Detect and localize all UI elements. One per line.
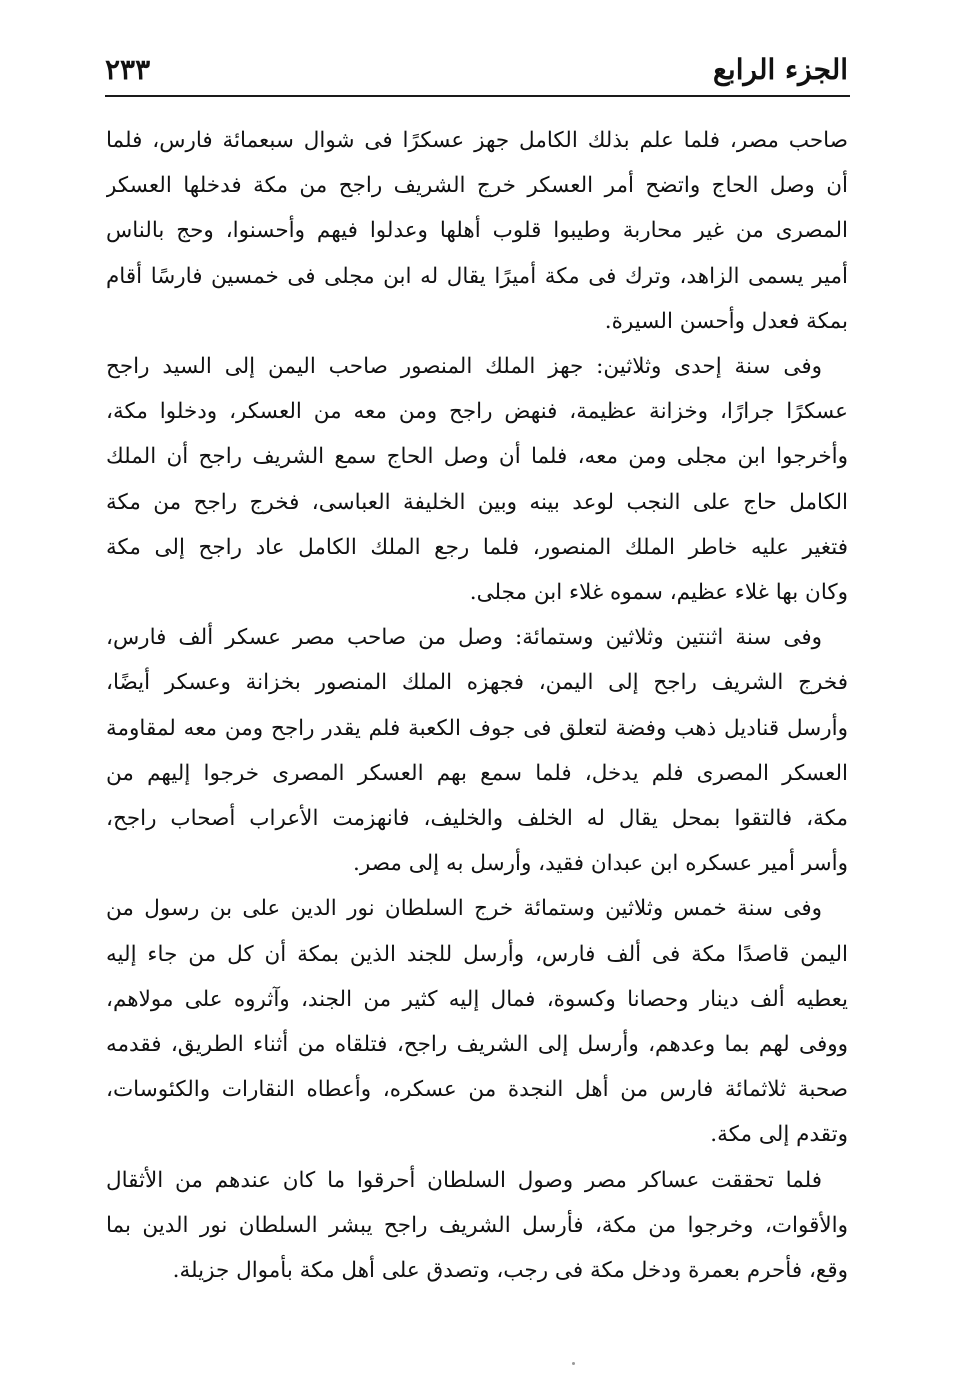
text-line: وفى سنة خمس وثلاثين وستمائة خرج السلطان نور الدين على بن رسول من bbox=[106, 896, 822, 922]
text-line: وقع، فأحرم بعمرة ودخل مكة فى رجب، وتصدق على أهل مكة بأموال جزيلة. bbox=[172, 1258, 848, 1284]
text-line: وكان بها غلاء عظيم، سموه غلاء ابن مجلى. bbox=[469, 580, 848, 606]
text-line: اليمن قاصدًا مكة فى ألف فارس، وأرسل للجند الذين بمكة أن كل من جاء إليه bbox=[106, 941, 848, 967]
text-line: مكة، فالتقوا بمحل يقال له الخلف والخليف، فانهزمت الأعراب أصحاب راجح، bbox=[106, 806, 848, 832]
text-line: عسكرًا جرارًا، وخزانة عظيمة، فنهض راجح ومن معه من العسكر، ودخلوا مكة، bbox=[106, 399, 848, 425]
paragraph bbox=[106, 615, 848, 886]
paragraph bbox=[106, 886, 848, 1157]
page-number: ٢٣٣ bbox=[105, 53, 151, 86]
text-line: بمكة فعدل وأحسن السيرة. bbox=[604, 308, 848, 334]
text-line: وفى سنة اثنتين وثلاثين وستمائة: وصل من صاحب مصر عسكر ألف فارس، bbox=[106, 625, 822, 651]
text-line: فخرج الشريف راجح إلى اليمن، فجهزه الملك المنصور بخزانة وعسكر أيضًا، bbox=[106, 670, 848, 696]
text-line: وتقدم إلى مكة. bbox=[710, 1122, 848, 1148]
scan-speck bbox=[572, 1362, 575, 1365]
text-line: صحبة ثلاثمائة فارس من أهل النجدة من عسكره، وأعطاه النقارات والكئوسات، bbox=[106, 1077, 848, 1103]
text-line: وأخرجوا ابن مجلى ومن معه، فلما أن وصل الحاج سمع الشريف راجح أن الملك bbox=[106, 444, 848, 470]
page-header bbox=[105, 42, 848, 90]
text-line: وفى سنة إحدى وثلاثين: جهز الملك المنصور صاحب اليمن إلى السيد راجح bbox=[106, 354, 822, 380]
running-title: الجزء الرابع bbox=[713, 53, 848, 86]
text-line: وأرسل قناديل ذهب وفضة لتعلق فى جوف الكعبة فلم يقدر راجح ومن معه لمقاومة bbox=[106, 715, 848, 741]
text-line: فتغير عليه خاطر الملك المنصور، فلما رجع الملك الكامل عاد راجح إلى مكة bbox=[106, 534, 848, 560]
text-line: صاحب مصر، فلما علم بذلك الكامل جهز عسكرًا فى شوال سبعمائة فارس، فلما bbox=[106, 128, 848, 153]
text-line: أن وصل الحاج واتضح أمر العسكر خرج الشريف راجح من مكة فدخلها العسكر bbox=[106, 173, 848, 199]
text-line: العسكر المصرى فلم يدخل، فلما سمع بهم العسكر المصرى خرجوا إليهم من bbox=[106, 760, 848, 786]
text-line: والأقوات، وخرجوا من مكة، فأرسل الشريف راجح يبشر السلطان نور الدين بما bbox=[106, 1212, 848, 1238]
text-line: أمير يسمى الزاهد، وترك فى مكة أميرًا يقال له ابن مجلى فى خمسين فارسًا أقام bbox=[106, 263, 848, 289]
text-line: ووفى لهم بما وعدهم، وأرسل إلى الشريف راجح، فتلقاه من أثناء الطريق، فقدمه bbox=[106, 1032, 848, 1058]
header-rule bbox=[105, 95, 850, 97]
paragraph bbox=[106, 1158, 848, 1294]
paragraph bbox=[106, 344, 848, 615]
text-line: وأسر أمير عسكره ابن عبدان فقيد، وأرسل به إلى مصر. bbox=[353, 851, 848, 877]
text-line: يعطيه ألف دينار وحصانا وكسوة، فمال إليه كثير من الجند، وآثروه على مولاهم، bbox=[106, 986, 848, 1012]
body-text bbox=[106, 118, 848, 1293]
paragraph bbox=[106, 118, 848, 344]
text-line: فلما تحققت عساكر مصر وصول السلطان أحرقوا ما كان عندهم من الأثقال bbox=[106, 1167, 822, 1193]
text-line: الكامل حاج على النجب لوعد بينه وبين الخليفة العباسى، فخرج راجح من مكة bbox=[106, 489, 848, 515]
text-line: المصرى من غير محاربة وطيبوا قلوب أهلها وعدلوا فيهم وأحسنوا، وحج بالناس bbox=[106, 218, 848, 244]
